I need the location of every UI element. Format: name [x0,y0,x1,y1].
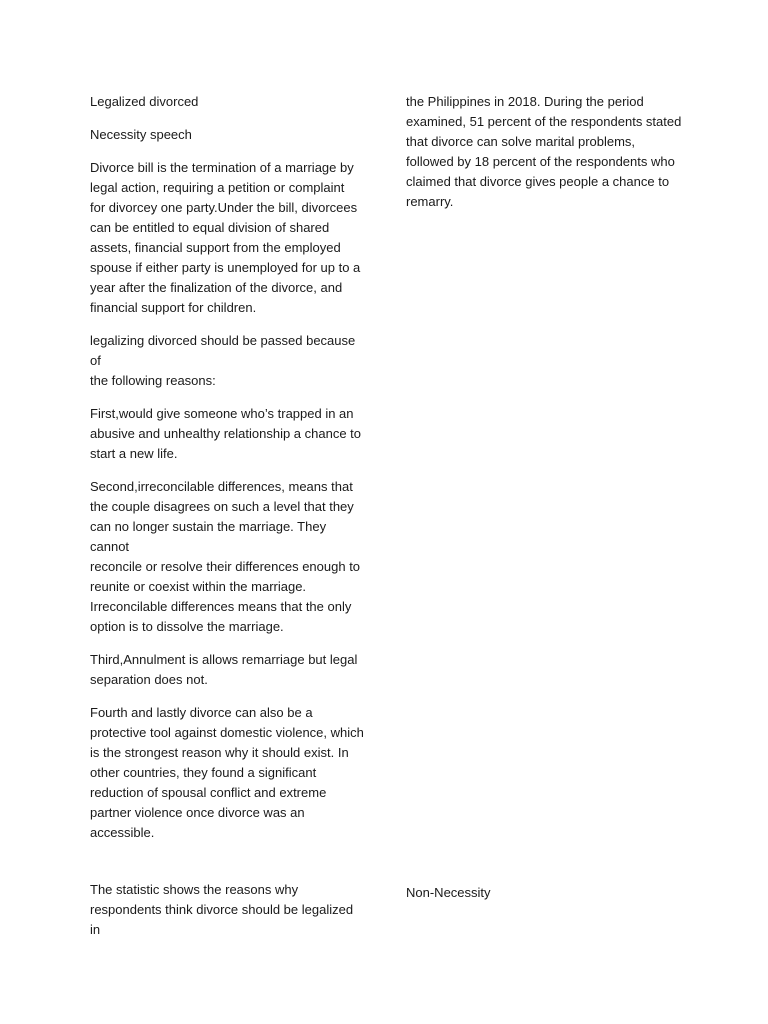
paragraph-intro-reasons: legalizing divorced should be passed because of the following reasons: [90,333,356,388]
paragraph-statistic-continued: the Philippines in 2018. During the period examined, 51 percent of the respondents stated that divorce can solve marital problems, followed by 18 percent of the respondents who claimed that divorce gives people a chance to remarry. [406,94,682,209]
paragraph-statistic-intro: The statistic shows the reasons why respondents think divorce should be legalized in [90,882,354,937]
paragraph-divorce-bill: Divorce bill is the termination of a marriage by legal action, requiring a petition or complaint for divorcey one party.Under the bill, divorcees can be entitled to equal division of shared assets, financial support from the employed spouse if either party is unemployed for up to a year after the finalization of the divorce, and financial support for children. [90,160,361,315]
left-column-bottom [90,880,365,953]
paragraph-third-reason: Third,Annulment is allows remarriage but legal separation does not. [90,652,358,687]
document-subtitle: Necessity speech [90,127,192,142]
paragraph-second-reason: Second,irreconcilable differences, means that the couple disagrees on such a level that they can no longer sustain the marriage. They cannot reconcile or resolve their differences enough to reunite or coexist within the marriage. Irreconcilable differences means that the only option is to dissolve the marriage. [90,479,361,634]
right-column [406,92,688,225]
document-title: Legalized divorced [90,94,199,109]
paragraph-first-reason: First,would give someone who’s trapped in an abusive and unhealthy relationship a chance to start a new life. [90,406,362,461]
heading-non-necessity: Non-Necessity [406,885,491,900]
right-column-bottom [406,883,688,916]
left-column [90,92,365,856]
paragraph-fourth-reason: Fourth and lastly divorce can also be a protective tool against domestic violence, which is the strongest reason why it should exist. In other countries, they found a significant reduction of spousal conflict and extreme partner violence once divorce was an accessible. [90,705,364,840]
